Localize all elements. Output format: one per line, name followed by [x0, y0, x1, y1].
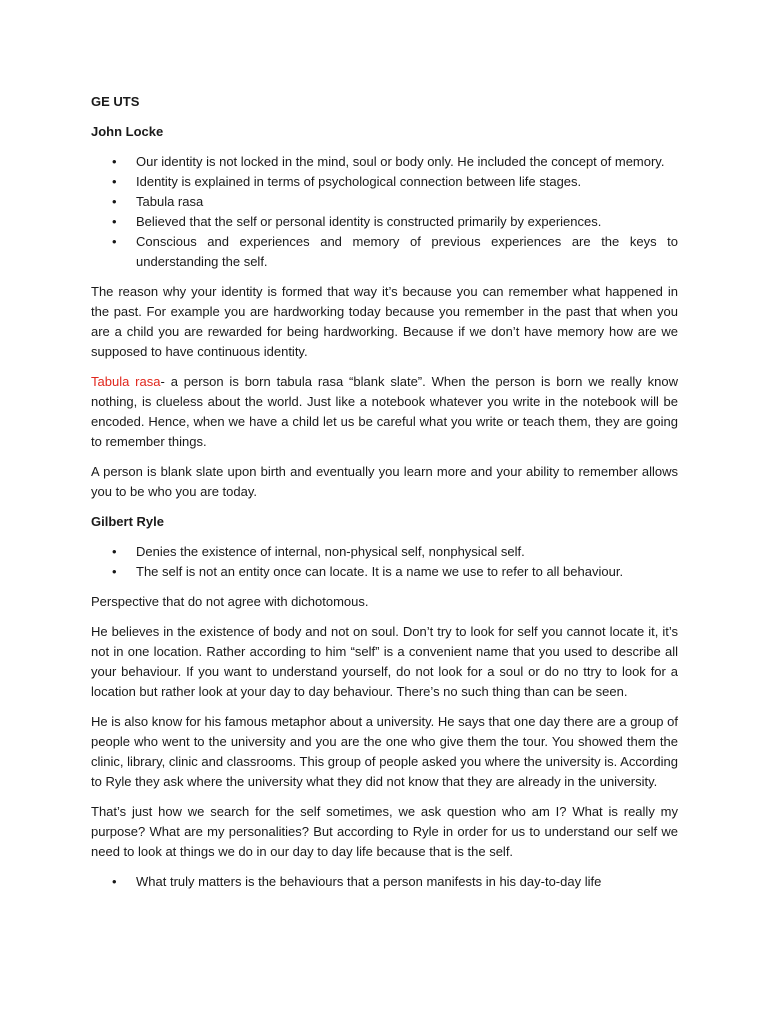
- ryle-bullet-list: [91, 542, 678, 582]
- list-item-text: Identity is explained in terms of psychological connection between life stages.: [136, 174, 582, 189]
- bullet-icon: •: [112, 214, 117, 229]
- section-heading-ryle: Gilbert Ryle: [91, 514, 164, 529]
- list-item-text: What truly matters is the behaviours that a person manifests in his day-to-day life: [136, 874, 602, 889]
- list-item: [91, 192, 678, 212]
- document-title: GE UTS: [91, 94, 140, 109]
- list-item-text: Believed that the self or personal identity is constructed primarily by experiences.: [136, 214, 602, 229]
- ryle-paragraph-university-metaphor: He is also know for his famous metaphor about a university. He says that one day there are a group of people who went to the university and you are the one who give them the tour. You showed them the clinic, library, clinic and classrooms. This group of people asked you where the university is. According to Ryle they ask where the university what they did not know that they are already in the university.: [91, 714, 678, 789]
- tabula-rasa-term: Tabula rasa: [91, 374, 161, 389]
- list-item: [91, 232, 678, 272]
- bullet-icon: •: [112, 564, 117, 579]
- list-item: [91, 152, 678, 172]
- list-item-text: Denies the existence of internal, non-physical self, nonphysical self.: [136, 544, 525, 559]
- list-item-text: Tabula rasa: [136, 194, 204, 209]
- list-item: [91, 872, 678, 892]
- list-item: [91, 212, 678, 232]
- locke-paragraph-tabula-rasa: [91, 372, 678, 452]
- bullet-icon: •: [112, 174, 117, 189]
- document-page: [91, 92, 678, 902]
- locke-paragraph-blank-slate: A person is blank slate upon birth and eventually you learn more and your ability to remember allows you to be who you are today.: [91, 464, 678, 499]
- list-item: [91, 542, 678, 562]
- bullet-icon: •: [112, 194, 117, 209]
- locke-bullet-list: [91, 152, 678, 272]
- locke-paragraph-memory: The reason why your identity is formed that way it’s because you can remember what happened in the past. For example you are hardworking today because you remember in the past that when you are a child you are rewarded for being hardworking. Because if we don’t have memory how are we supposed to have continuous identity.: [91, 284, 678, 359]
- list-item-text: Conscious and experiences and memory of previous experiences are the keys to understanding the self.: [136, 234, 678, 269]
- list-item-text: The self is not an entity once can locate. It is a name we use to refer to all behaviour.: [136, 564, 624, 579]
- bullet-icon: •: [112, 874, 117, 889]
- bullet-icon: •: [112, 154, 117, 169]
- list-item-text: Our identity is not locked in the mind, soul or body only. He included the concept of memory.: [136, 154, 665, 169]
- section-heading-locke: John Locke: [91, 124, 164, 139]
- ryle-paragraph-perspective: Perspective that do not agree with dichotomous.: [91, 594, 369, 609]
- ryle-paragraph-search-self: That’s just how we search for the self sometimes, we ask question who am I? What is really my purpose? What are my personalities? But according to Ryle in order for us to understand our self we need to look at things we do in our day to day life because that is the self.: [91, 804, 678, 859]
- ryle-final-bullet-list: [91, 872, 678, 892]
- tabula-rasa-definition: - a person is born tabula rasa “blank slate”. When the person is born we really know nothing, is clueless about the world. Just like a notebook whatever you write in the notebook will be encoded. Hence, when we have a child let us be careful what you write or teach them, they are going to remember things.: [91, 374, 678, 449]
- bullet-icon: •: [112, 234, 117, 249]
- bullet-icon: •: [112, 544, 117, 559]
- list-item: [91, 562, 678, 582]
- ryle-paragraph-body-soul: He believes in the existence of body and not on soul. Don’t try to look for self you cannot locate it, it’s not in one location. Rather according to him “self” is a convenient name that you used to describe all your behaviour. If you want to understand yourself, do not look for a soul or do no ttry to look for a location but rather look at your day to day behaviour. There’s no such thing than can be seen.: [91, 624, 678, 699]
- list-item: [91, 172, 678, 192]
